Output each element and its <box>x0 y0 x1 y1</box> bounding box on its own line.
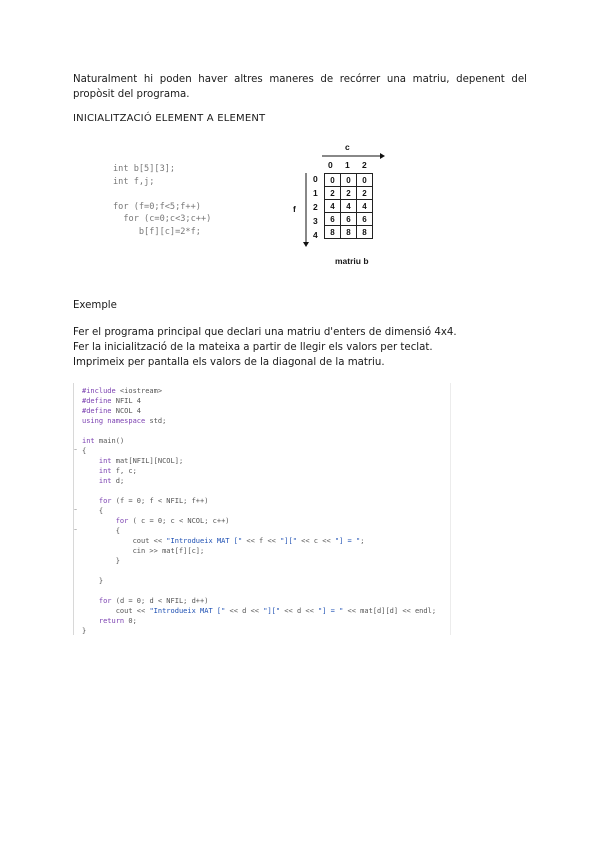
row-header: 4 <box>313 230 318 240</box>
row-header: 2 <box>313 202 318 212</box>
section-heading: INICIALITZACIÓ ELEMENT A ELEMENT <box>73 113 266 124</box>
code-line: for (f = 0; f < NFIL; f++) <box>98 497 209 505</box>
code-line: for (f=0;f<5;f++) <box>113 201 201 212</box>
matrix-row <box>325 226 373 239</box>
code-line: int f,j; <box>113 176 155 187</box>
code-line: #define NCOL 4 <box>82 407 142 415</box>
matrix-cell: 8 <box>325 226 341 239</box>
matrix-row <box>325 200 373 213</box>
matrix-row <box>325 174 373 187</box>
fold-marker-icon: – <box>74 506 77 513</box>
program-code-block <box>73 383 451 635</box>
init-code-snippet <box>113 163 211 238</box>
code-line: } <box>82 627 87 635</box>
code-line: using namespace std; <box>82 417 167 425</box>
code-line: for (d = 0; d < NFIL; d++) <box>98 597 209 605</box>
matrix-cell: 4 <box>325 200 341 213</box>
task-line: Imprimeix per pantalla els valors de la diagonal de la matriu. <box>73 357 385 368</box>
matrix-row <box>325 187 373 200</box>
code-line <box>82 586 436 596</box>
code-line: #include <iostream> <box>82 387 163 395</box>
code-line: } <box>82 577 104 585</box>
matrix-cell: 6 <box>341 213 357 226</box>
code-line <box>113 188 211 201</box>
col-header: 0 <box>328 160 333 170</box>
col-header: 1 <box>345 160 350 170</box>
matrix-cell: 4 <box>341 200 357 213</box>
example-title: Exemple <box>73 300 117 311</box>
matrix-cell: 4 <box>357 200 373 213</box>
code-line <box>82 426 436 436</box>
row-axis-arrow <box>302 172 310 248</box>
code-line: { <box>82 507 104 515</box>
matrix-cell: 8 <box>341 226 357 239</box>
row-header: 0 <box>313 174 318 184</box>
col-header: 2 <box>362 160 367 170</box>
code-line: cin >> mat[f][c]; <box>82 547 205 555</box>
matrix-caption: matriu b <box>335 256 369 266</box>
row-header: 1 <box>313 188 318 198</box>
code-line: int mat[NFIL][NCOL]; <box>98 457 184 465</box>
task-line: Fer el programa principal que declari una matriu d'enters de dimensió 4x4. <box>73 327 457 338</box>
code-line: { <box>82 527 120 535</box>
matrix-row <box>325 213 373 226</box>
code-line: { <box>82 447 87 455</box>
code-line: cout << "Introdueix MAT [" << f << "][" << c << "] = "; <box>82 537 365 545</box>
col-axis-label: c <box>345 142 350 152</box>
code-line: int f, c; <box>98 467 137 475</box>
matrix-cell: 0 <box>341 174 357 187</box>
code-line: cout << "Introdueix MAT [" << d << "][" << d << "] = " << mat[d][d] << endl; <box>82 607 437 615</box>
matrix-cell: 8 <box>357 226 373 239</box>
task-line: Fer la inicialització de la mateixa a partir de llegir els valors per teclat. <box>73 342 433 353</box>
matrix-cell: 6 <box>325 213 341 226</box>
code-line: return 0; <box>98 617 137 625</box>
matrix-diagram <box>290 140 400 270</box>
matrix-cell: 0 <box>325 174 341 187</box>
matrix-cell: 0 <box>357 174 373 187</box>
code-line: int b[5][3]; <box>113 164 176 174</box>
code-line: } <box>82 557 120 565</box>
code-line <box>82 566 436 576</box>
col-axis-arrow <box>320 152 386 160</box>
code-line: for (c=0;c<3;c++) <box>113 214 212 224</box>
row-axis-label: f <box>293 204 296 214</box>
matrix-cell: 2 <box>325 187 341 200</box>
code-line: #define NFIL 4 <box>82 397 142 405</box>
matrix-grid <box>324 173 373 239</box>
code-line: int d; <box>98 477 125 485</box>
row-header: 3 <box>313 216 318 226</box>
fold-marker-icon: – <box>74 446 77 453</box>
program-code <box>82 386 436 636</box>
matrix-cell: 2 <box>357 187 373 200</box>
intro-paragraph: Naturalment hi poden haver altres maneres de recórrer una matriu, depenent del propòsit del programa. <box>73 74 527 100</box>
matrix-cell: 2 <box>341 187 357 200</box>
matrix-cell: 6 <box>357 213 373 226</box>
code-line <box>82 486 436 496</box>
code-line: int main() <box>82 437 125 445</box>
fold-marker-icon: – <box>74 526 77 533</box>
code-line: for ( c = 0; c < NCOL; c++) <box>115 517 230 525</box>
code-line: b[f][c]=2*f; <box>113 226 201 237</box>
